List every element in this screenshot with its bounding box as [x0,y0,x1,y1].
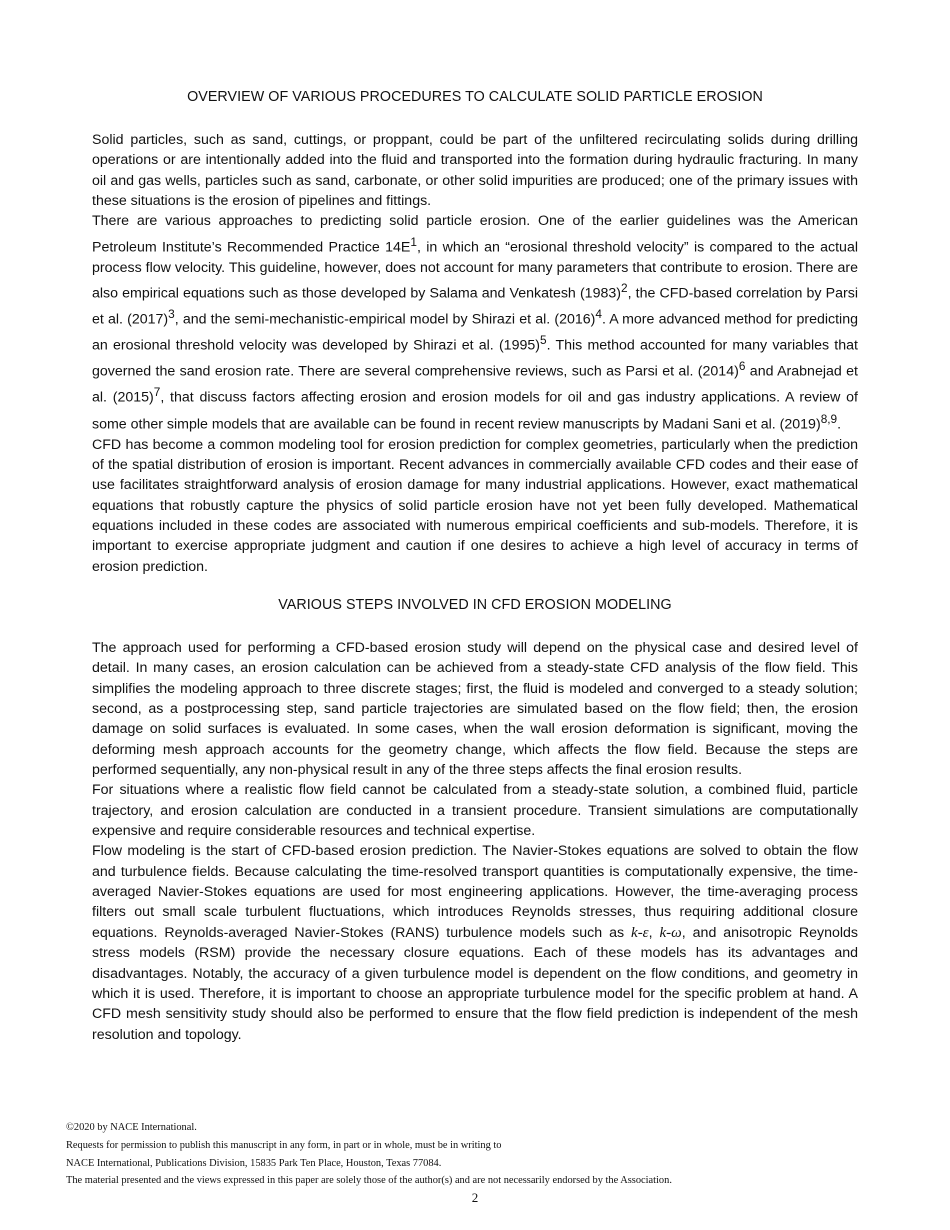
text-run: There are various approaches to predicting solid particle erosion. One of the earlier guidelines was the American Petroleum Institute’s Recommended Practice 14E [92,213,858,256]
section-body-cfd-steps [92,638,858,1045]
text-run: . A more advanced method for predicting an erosional threshold velocity was developed by Shirazi et al. (1995) [92,311,858,355]
section-heading-cfd-steps: VARIOUS STEPS INVOLVED IN CFD EROSION MODELING [278,597,672,613]
citation-ref: 8,9 [820,411,838,426]
text-run: , [648,924,660,941]
text-run: and Arabnejad et al. (2015) [92,364,858,407]
text-run: , the CFD-based correlation by Parsi et al. (2017) [92,285,858,328]
text-run: . This method accounted for many variables that governed the sand erosion rate. There are several comprehensive reviews, such as Parsi et al. (2014) [92,338,858,381]
math-k-omega: k-ω [659,924,682,941]
text-run: , that discuss factors affecting erosion and erosion models for oil and gas industry applications. A review of some other simple models that are available can be found in recent review manuscripts by Madani Sani et al. (2019) [92,390,858,433]
section-heading-overview: OVERVIEW OF VARIOUS PROCEDURES TO CALCULATE SOLID PARTICLE EROSION [187,89,763,105]
permission-line: Requests for permission to publish this manuscript in any form, in part or in whole, must be in writing to [66,1139,502,1151]
paragraph-approaches [92,211,858,434]
citation-ref: 3 [168,307,175,322]
citation-ref: 5 [539,333,547,348]
citation-ref: 1 [410,234,417,249]
paragraph-transient: For situations where a realistic flow field cannot be calculated from a steady-state solution, a combined fluid, particle trajectory, and erosion calculation are conducted in a transient procedure. Transient simulations are computationally expensive and require considerable resources and technical expertise. [92,782,858,840]
paragraph-approach: The approach used for performing a CFD-based erosion study will depend on the physical case and desired level of detail. In many cases, an erosion calculation can be achieved from a steady-state CFD analysis of the flow field. This simplifies the modeling approach to three discrete stages; first, the fluid is modeled and converged to a steady solution; second, as a postprocessing step, sand particle trajectories are simulated based on the flow field; then, the erosion damage on solid surfaces is evaluated. In some cases, when the wall erosion deformation is significant, moving the deforming mesh approach accounts for the geometry change, which affects the flow field. Because the steps are performed sequentially, any non-physical result in any of the three steps affects the final erosion results. [92,640,858,779]
text-run: Flow modeling is the start of CFD-based erosion prediction. The Navier-Stokes equations are solved to obtain the flow and turbulence fields. Because calculating the time-resolved transport quantities is computationally expensive, the time-averaged Navier-Stokes equations are used for most engineering applications. However, the time-averaging process filters out small scale turbulent fluctuations, which introduces Reynolds stresses, thus requiring additional closure equations. Reynolds-averaged Navier-Stokes (RANS) turbulence models such as [92,843,858,941]
text-run: , in which an “erosional threshold velocity” is compared to the actual process flow velocity. This guideline, however, does not account for many parameters that contribute to erosion. There are also empirical equations such as those developed by Salama and Venkatesh (1983) [92,239,858,302]
citation-ref: 6 [738,359,746,374]
citation-ref: 4 [595,307,602,322]
text-run: , and the semi-mechanistic-empirical model by Shirazi et al. (2016) [174,311,596,328]
section-body-overview [92,130,858,577]
paragraph-flow-modeling [92,841,858,1044]
page-number: 2 [471,1190,479,1205]
copyright-footer [66,1119,886,1190]
paragraph-cfd-tool: CFD has become a common modeling tool for erosion prediction for complex geometries, particularly when the prediction of the spatial distribution of erosion is important. Recent advances in commercially available CFD codes and their ease of use facilitates straightforward analysis of erosion damage for many industrial applications. However, exact mathematical equations that robustly capture the physics of solid particle erosion have not yet been fully developed. Mathematical equations included in these codes are associated with numerous empirical coefficients and sub-models. Therefore, it is important to exercise appropriate judgment and caution if one desires to achieve a high level of accuracy in terms of erosion prediction. [92,436,858,575]
math-k-epsilon: k-ε [631,924,649,941]
address-line: NACE International, Publications Division, 15835 Park Ten Place, Houston, Texas 77084. [66,1157,442,1169]
citation-ref: 2 [620,281,628,296]
text-run: , and anisotropic Reynolds stress models (RSM) provide the necessary closure equations. Each of these models has its advantages and disadvantages. Notably, the accuracy of a given turbulence model is dependent on the flow conditions, and geometry in which it is used. Therefore, it is important to choose an appropriate turbulence model for the specific problem at hand. A CFD mesh sensitivity study should also be performed to ensure that the flow field prediction is independent of the mesh resolution and topology. [92,924,858,1043]
text-run: . [837,416,842,433]
disclaimer-line: The material presented and the views expressed in this paper are solely those of the author(s) and are not necessarily endorsed by the Association. [66,1175,672,1187]
copyright-line: ©2020 by NACE International. [66,1122,197,1133]
citation-ref: 7 [153,385,161,400]
paragraph-solid-particles: Solid particles, such as sand, cuttings, or proppant, could be part of the unfiltered recirculating solids during drilling operations or are intentionally added into the fluid and transported into the formation during hydraulic fracturing. In many oil and gas wells, particles such as sand, carbonate, or other solid impurities are produced; one of the primary issues with these situations is the erosion of pipelines and fittings. [92,132,858,210]
